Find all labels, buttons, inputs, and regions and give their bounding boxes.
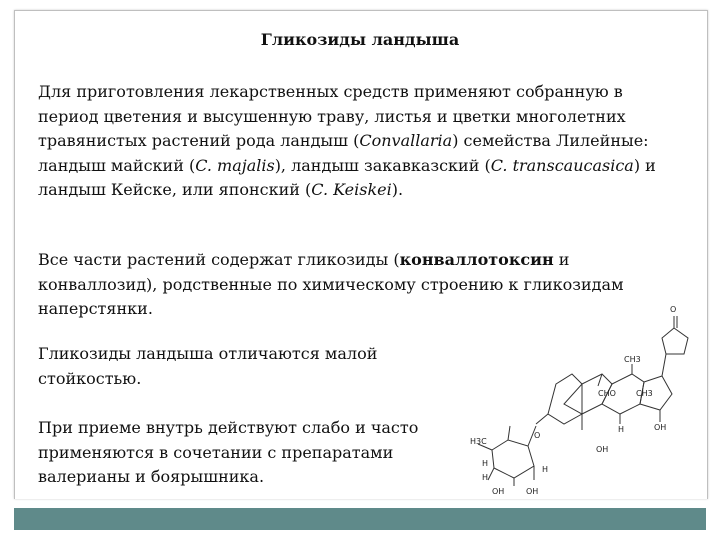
label-oh-sugar2: OH — [526, 487, 539, 496]
p1-latin-majalis: C. majalis — [195, 155, 275, 175]
p1-text-3: ), ландыш закавказский ( — [274, 155, 491, 175]
label-oh-ring: OH — [596, 445, 609, 454]
label-o-sugar: O — [534, 431, 541, 440]
p1-text-5: ). — [391, 180, 404, 200]
label-oh-sugar1: OH — [492, 487, 505, 496]
label-ch3-lower: CH3 — [636, 389, 653, 398]
p2-text-2: и конваллозид), родственные по химическому строению к гликозидам наперстянки. — [38, 250, 624, 319]
p1-text-4: ) и ландыш Кейске, или японский ( — [38, 155, 656, 200]
slide-title: Гликозиды ландыша — [260, 30, 460, 49]
label-h-mid: H — [618, 425, 625, 434]
p1-latin-genus: Convallaria — [359, 131, 453, 151]
p1-latin-transcaucasica: C. transcaucasica — [490, 155, 634, 175]
p2-text-1: Все части растений содержат гликозиды ( — [38, 250, 400, 269]
label-h-sugar3: H — [542, 465, 549, 474]
paragraph-preparation — [38, 80, 678, 203]
p1-text-2: ) семейства Лилейные: ландыш майский ( — [38, 131, 649, 175]
p1-text-1: Для приготовления лекарственных средств применяют собранную в период цветения и высушенную траву, листья и цветки многолетних травянистых растений рода ландыш ( — [38, 82, 626, 151]
label-oh-right: OH — [654, 423, 667, 432]
label-h3c: H3C — [470, 437, 487, 446]
label-h-sugar2: H — [482, 473, 489, 482]
label-o-top: O — [670, 305, 677, 314]
paragraph-stability: Гликозиды ландыша отличаются малой стойкостью. — [38, 344, 378, 388]
label-ch3-upper: CH3 — [624, 355, 641, 364]
paragraph-usage: При приеме внутрь действуют слабо и часто применяются в сочетании с препаратами валерианы и боярышника. — [38, 418, 419, 487]
p1-latin-keiskei: C. Keiskei — [311, 180, 392, 200]
label-cho: CHO — [598, 389, 616, 398]
footer-bar — [14, 508, 706, 530]
convallatoxin-structure — [452, 300, 712, 500]
label-h-sugar1: H — [482, 459, 489, 468]
p2-bold-convallatoxin: конваллотоксин — [399, 250, 554, 269]
